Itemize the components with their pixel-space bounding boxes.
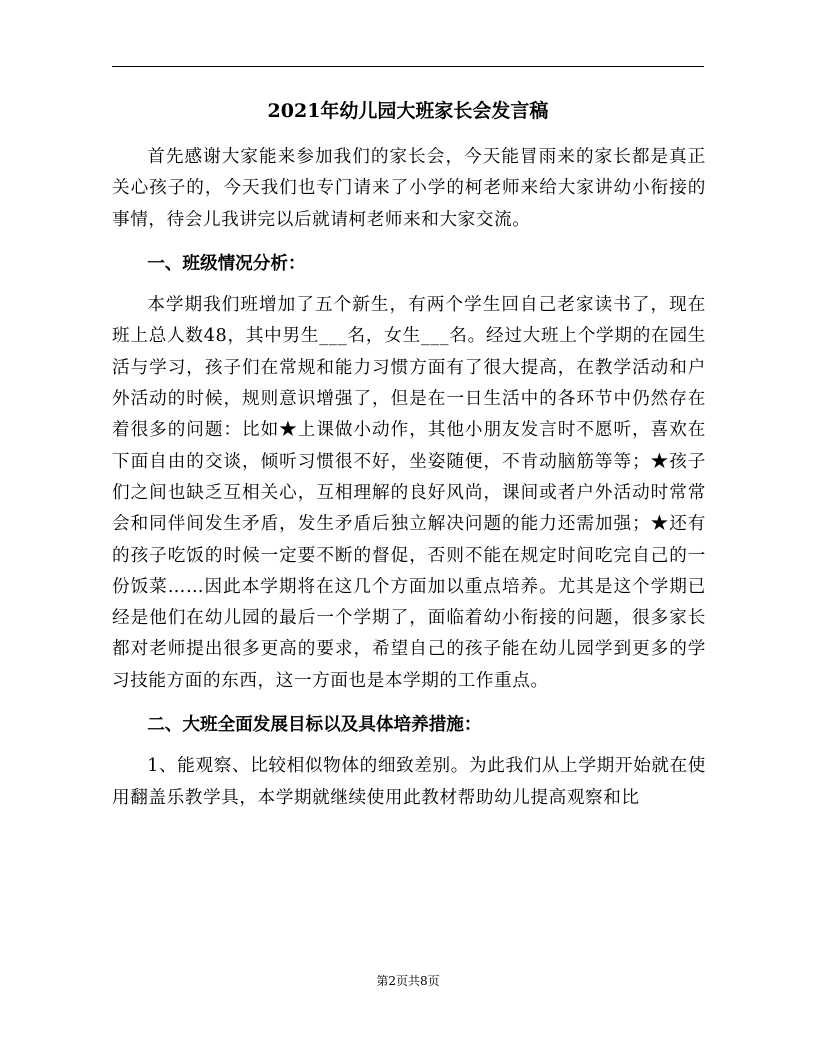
- spacer: [112, 740, 706, 751]
- section-1-paragraph: 本学期我们班增加了五个新生，有两个学生回自己老家读书了，现在班上总人数48，其中男生___名，女生___名。经过大班上个学期的在园生活与学习，孩子们在常规和能力习惯方面有了很大提高，在教学活动和户外活动的时候，规则意识增强了，但是在一日生活中的各环节中仍然存在着很多的问题：比如★上课做小动作，其他小朋友发言时不愿听，喜欢在下面自由的交谈，倾听习惯很不好，坐姿随便，不肯动脑筋等等；★孩子们之间也缺乏互相关心，互相理解的良好风尚，课间或者户外活动时常常会和同伴间发生矛盾，发生矛盾后独立解决问题的能力还需加强；★还有的孩子吃饭的时候一定要不断的督促，否则不能在规定时间吃完自己的一份饭菜……因此本学期将在这几个方面加以重点培养。尤其是这个学期已经是他们在幼儿园的最后一个学期了，面临着幼小衔接的问题，很多家长都对老师提出很多更高的要求，希望自己的孩子能在幼儿园学到更多的学习技能方面的东西，这一方面也是本学期的工作重点。: [112, 295, 706, 691]
- section-1-heading: 一、班级情况分析：: [147, 252, 306, 274]
- section-2-heading: 二、大班全面发展目标以及具体培养措施：: [147, 714, 482, 736]
- spacer: [112, 279, 706, 290]
- page-footer: 第2页共8页: [376, 974, 440, 988]
- intro-paragraph: 首先感谢大家能来参加我们的家长会，今天能冒雨来的家长都是真正关心孩子的，今天我们也专门请来了小学的柯老师来给大家讲幼小衔接的事情，待会儿我讲完以后就请柯老师来和大家交流。: [112, 147, 706, 230]
- header-rule: [112, 66, 704, 67]
- section-2-item-1: 1、能观察、比较相似物体的细致差别。为此我们从上学期开始就在使用翻盖乐教学具，本学期就继续使用此教材帮助幼儿提高观察和比: [112, 756, 706, 808]
- document-title: 2021年幼儿园大班家长会发言稿: [267, 100, 549, 122]
- document-body: [112, 142, 706, 814]
- spacer: [112, 697, 706, 709]
- spacer: [112, 236, 706, 248]
